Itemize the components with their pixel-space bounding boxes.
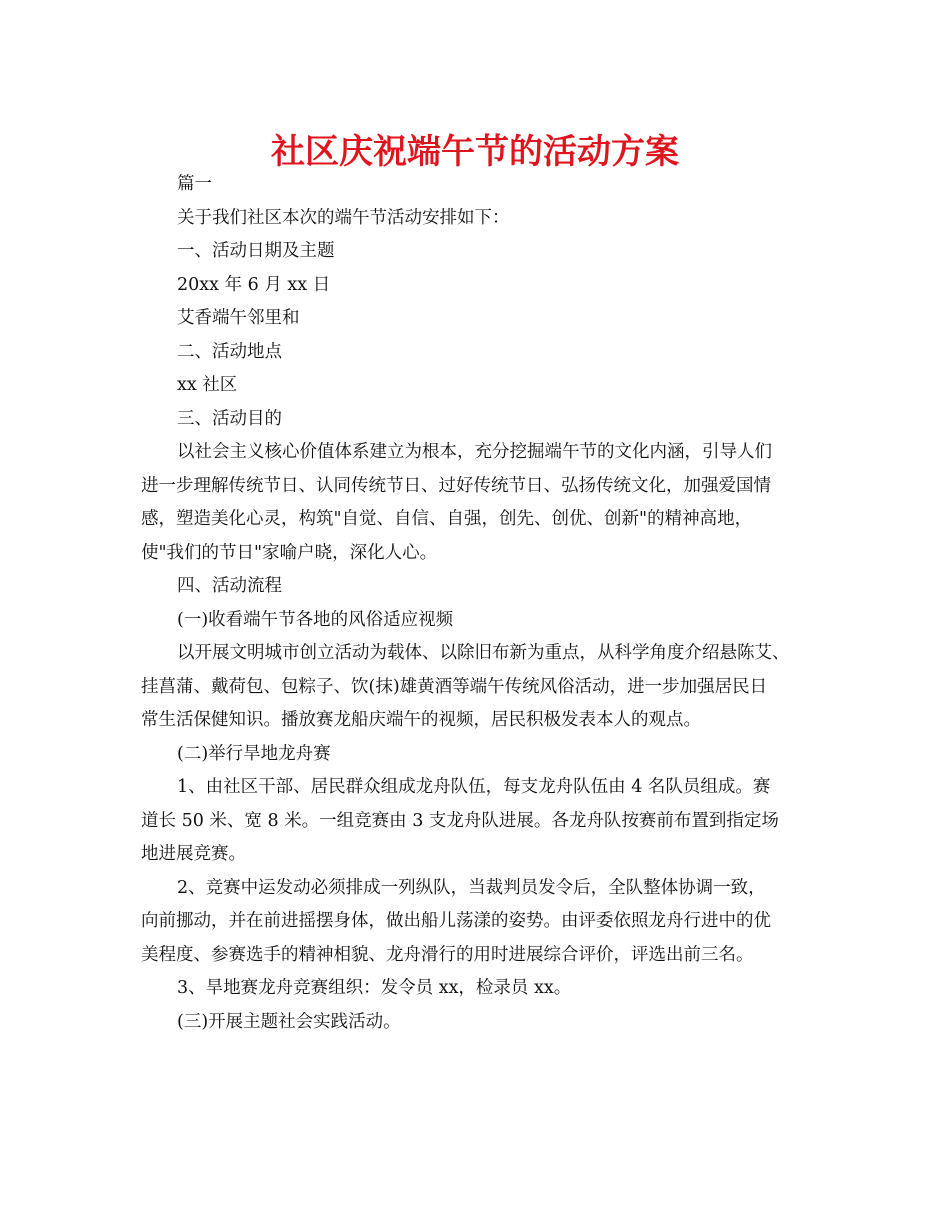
text-line: 挂菖蒲、戴荷包、包粽子、饮(抹)雄黄酒等端午传统风俗活动，进一步加强居民日	[141, 676, 768, 697]
text-line: 2、竞赛中运发动必须排成一列纵队，当裁判员发令后，全队整体协调一致，	[177, 877, 766, 898]
text-line: 进一步理解传统节日、认同传统节日、过好传统节日、弘扬传统文化，加强爱国情	[141, 475, 771, 496]
text-line: 以开展文明城市创立活动为载体、以除旧布新为重点，从科学角度介绍悬陈艾、	[177, 643, 790, 663]
text-line: 二、活动地点	[177, 341, 282, 362]
text-line: 1、由社区干部、居民群众组成龙舟队伍，每支龙舟队伍由 4 名队员组成。赛	[177, 777, 771, 797]
text-line: 道长 50 米、宽 8 米。一组竞赛由 3 支龙舟队进展。各龙舟队按赛前布置到指定场	[141, 810, 779, 831]
text-line: 四、活动流程	[177, 576, 282, 596]
text-line: 地进展竞赛。	[141, 844, 246, 864]
text-line: (二)举行旱地龙舟赛	[177, 743, 331, 764]
text-line: 美程度、参赛选手的精神相貌、龙舟滑行的用时进展综合评价，评选出前三名。	[141, 944, 754, 965]
text-line: xx 社区	[177, 375, 238, 395]
text-line: (三)开展主题社会实践活动。	[177, 1011, 401, 1032]
text-line: 以社会主义核心价值体系建立为根本，充分挖掘端午节的文化内涵，引导人们	[177, 442, 772, 462]
text-line: 感，塑造美化心灵，构筑"自觉、自信、自强，创先、创优、创新"的精神高地，	[141, 509, 753, 529]
text-line: 20xx 年 6 月 xx 日	[177, 274, 331, 295]
text-line: 常生活保健知识。播放赛龙船庆端午的视频，居民积极发表本人的观点。	[141, 710, 701, 730]
text-line: 艾香端午邻里和	[177, 308, 300, 328]
text-line: 向前挪动，并在前进摇摆身体，做出船儿荡漾的姿势。由评委依照龙舟行进中的优	[141, 911, 771, 931]
text-line: 使"我们的节日"家喻户晓，深化人心。	[141, 542, 438, 563]
text-line: 3、旱地赛龙舟竞赛组织：发令员 xx，检录员 xx。	[177, 978, 572, 998]
text-line: 篇一	[177, 174, 212, 194]
document-title: 社区庆祝端午节的活动方案	[271, 132, 679, 172]
text-line: (一)收看端午节各地的风俗适应视频	[177, 609, 454, 630]
text-line: 三、活动目的	[177, 408, 282, 429]
document-body	[141, 168, 831, 1039]
text-line: 关于我们社区本次的端午节活动安排如下：	[177, 207, 510, 228]
text-line: 一、活动日期及主题	[177, 241, 335, 261]
